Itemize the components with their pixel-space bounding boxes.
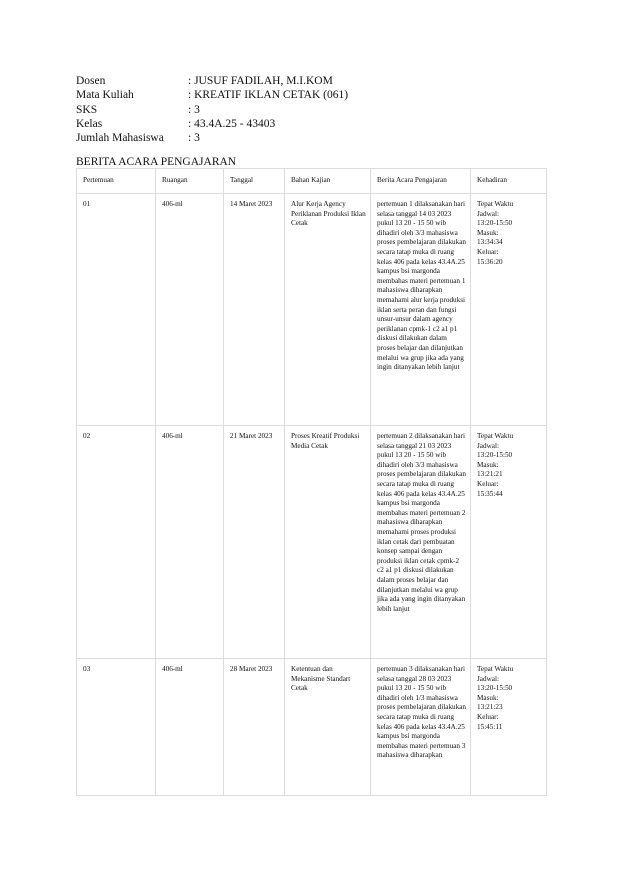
- info-value: : 3: [188, 103, 200, 116]
- cell-kehadiran: [471, 659, 547, 796]
- attendance-status: Tepat Waktu: [477, 200, 514, 208]
- cell-ruangan: 406-ml: [156, 194, 224, 426]
- info-value: : 43.4A.25 - 43403: [188, 117, 276, 130]
- attendance-schedule-label: Jadwal:: [477, 674, 499, 683]
- info-label: Mata Kuliah: [76, 89, 134, 102]
- info-value: : 3: [188, 132, 200, 145]
- cell-kehadiran: [471, 194, 547, 426]
- info-label: Kelas: [76, 117, 103, 130]
- cell-bahan-kajian: Ketentuan dan Mekanisme Standart Cetak: [285, 659, 371, 796]
- course-info: [76, 74, 348, 145]
- attendance-out-time: 15:35:44: [477, 489, 503, 498]
- attendance-in-label: Masuk:: [477, 460, 499, 469]
- attendance-schedule: 13:20-15:50: [477, 451, 513, 460]
- attendance-out-label: Keluar:: [477, 712, 499, 721]
- column-header-kehadiran: Kehadiran: [471, 169, 547, 194]
- column-header-ruangan: Ruangan: [156, 169, 224, 194]
- cell-pertemuan: 03: [77, 659, 156, 796]
- column-header-tanggal: Tanggal: [224, 169, 285, 194]
- attendance-in-time: 13:21:23: [477, 703, 503, 712]
- cell-berita-acara: pertemuan 1 dilaksanakan hari selasa tanggal 14 03 2023 pukul 13 20 - 15 50 wib dihadiri oleh 3/3 mahasiswa proses pembelajaran dilakukan secara tatap muka di ruang kelas 406 pada kelas 43.4A.25 kampus bsi margonda membahas materi pertemuan 1 mahasiswa diharapkan memahami alur kerja produksi iklan serta peran dan fungsi unsur-unsur dalam agency periklanan cpmk-1 c2 a1 p1 diskusi dilakukan dalam proses belajar dan dilanjutkan melalui wa grup jika ada yang ingin ditanyakan lebih lanjut: [371, 194, 471, 426]
- column-header-bahan-kajian: Bahan Kajian: [285, 169, 371, 194]
- cell-kehadiran: [471, 426, 547, 659]
- cell-bahan-kajian: Proses Kreatif Produksi Media Cetak: [285, 426, 371, 659]
- info-label: Jumlah Mahasiswa: [76, 132, 164, 145]
- info-label: Dosen: [76, 75, 106, 87]
- attendance-out-label: Keluar:: [477, 479, 499, 488]
- info-value: : JUSUF FADILAH, M.I.KOM: [188, 75, 333, 87]
- attendance-status: Tepat Waktu: [477, 432, 514, 440]
- attendance-out-label: Keluar:: [477, 247, 499, 256]
- info-row-mata-kuliah: [76, 88, 348, 102]
- cell-berita-acara: pertemuan 2 dilaksanakan hari selasa tanggal 21 03 2023 pukul 13 20 - 15 50 wib dihadiri oleh 3/3 mahasiswa proses pembelajaran dilakukan secara tatap muka di ruang kelas 406 pada kelas 43.4A.25 kampus bsi margonda membahas materi pertemuan 2 mahasiswa diharapkan memahami proses produksi iklan cetak dari pembuatan konsep sampai dengan produksi iklan cetak cpmk-2 c2 a1 p1 diskusi dilakukan dalam proses belajar dan dilanjutkan melalui wa grup jika ada yang ingin ditanyakan lebih lanjut: [371, 426, 471, 659]
- info-value: : KREATIF IKLAN CETAK (061): [188, 89, 349, 102]
- column-header-pertemuan: Pertemuan: [77, 169, 156, 194]
- table-row: [77, 659, 547, 796]
- table-header-row: [77, 169, 547, 194]
- info-row-kelas: [76, 117, 348, 131]
- attendance-status: Tepat Waktu: [477, 665, 514, 673]
- cell-ruangan: 406-ml: [156, 426, 224, 659]
- teaching-report-table: [76, 168, 547, 796]
- attendance-out-time: 15:45:11: [477, 722, 503, 731]
- attendance-in-time: 13:21:21: [477, 470, 503, 479]
- attendance-schedule-label: Jadwal:: [477, 209, 499, 218]
- column-header-berita-acara: Berita Acara Pengajaran: [371, 169, 471, 194]
- table-row: [77, 194, 547, 426]
- section-title: BERITA ACARA PENGAJARAN: [76, 156, 237, 168]
- cell-pertemuan: 01: [77, 194, 156, 426]
- cell-tanggal: 21 Maret 2023: [224, 426, 285, 659]
- cell-ruangan: 406-ml: [156, 659, 224, 796]
- cell-tanggal: 14 Maret 2023: [224, 194, 285, 426]
- cell-tanggal: 28 Maret 2023: [224, 659, 285, 796]
- info-row-sks: [76, 103, 348, 117]
- attendance-schedule: 13:20-15:50: [477, 684, 513, 693]
- attendance-schedule: 13:20-15:50: [477, 219, 513, 228]
- cell-berita-acara: pertemuan 3 dilaksanakan hari selasa tanggal 28 03 2023 pukul 13 20 - 15 50 wib dihadiri oleh 1/3 mahasiswa proses pembelajaran dilakukan secara tatap muka di ruang kelas 406 pada kelas 43.4A.25 kampus bsi margonda membahas materi pertemuan 3 mahasiswa diharapkan: [371, 659, 471, 796]
- cell-bahan-kajian: Alur Kerja Agency Periklanan Produksi Iklan Cetak: [285, 194, 371, 426]
- attendance-in-label: Masuk:: [477, 228, 499, 237]
- attendance-in-time: 13:34:34: [477, 238, 503, 247]
- info-row-dosen: [76, 74, 348, 88]
- attendance-in-label: Masuk:: [477, 693, 499, 702]
- cell-pertemuan: 02: [77, 426, 156, 659]
- attendance-schedule-label: Jadwal:: [477, 441, 499, 450]
- attendance-out-time: 15:36:20: [477, 257, 503, 266]
- info-label: SKS: [76, 103, 98, 116]
- info-row-jumlah-mahasiswa: [76, 131, 348, 145]
- table-row: [77, 426, 547, 659]
